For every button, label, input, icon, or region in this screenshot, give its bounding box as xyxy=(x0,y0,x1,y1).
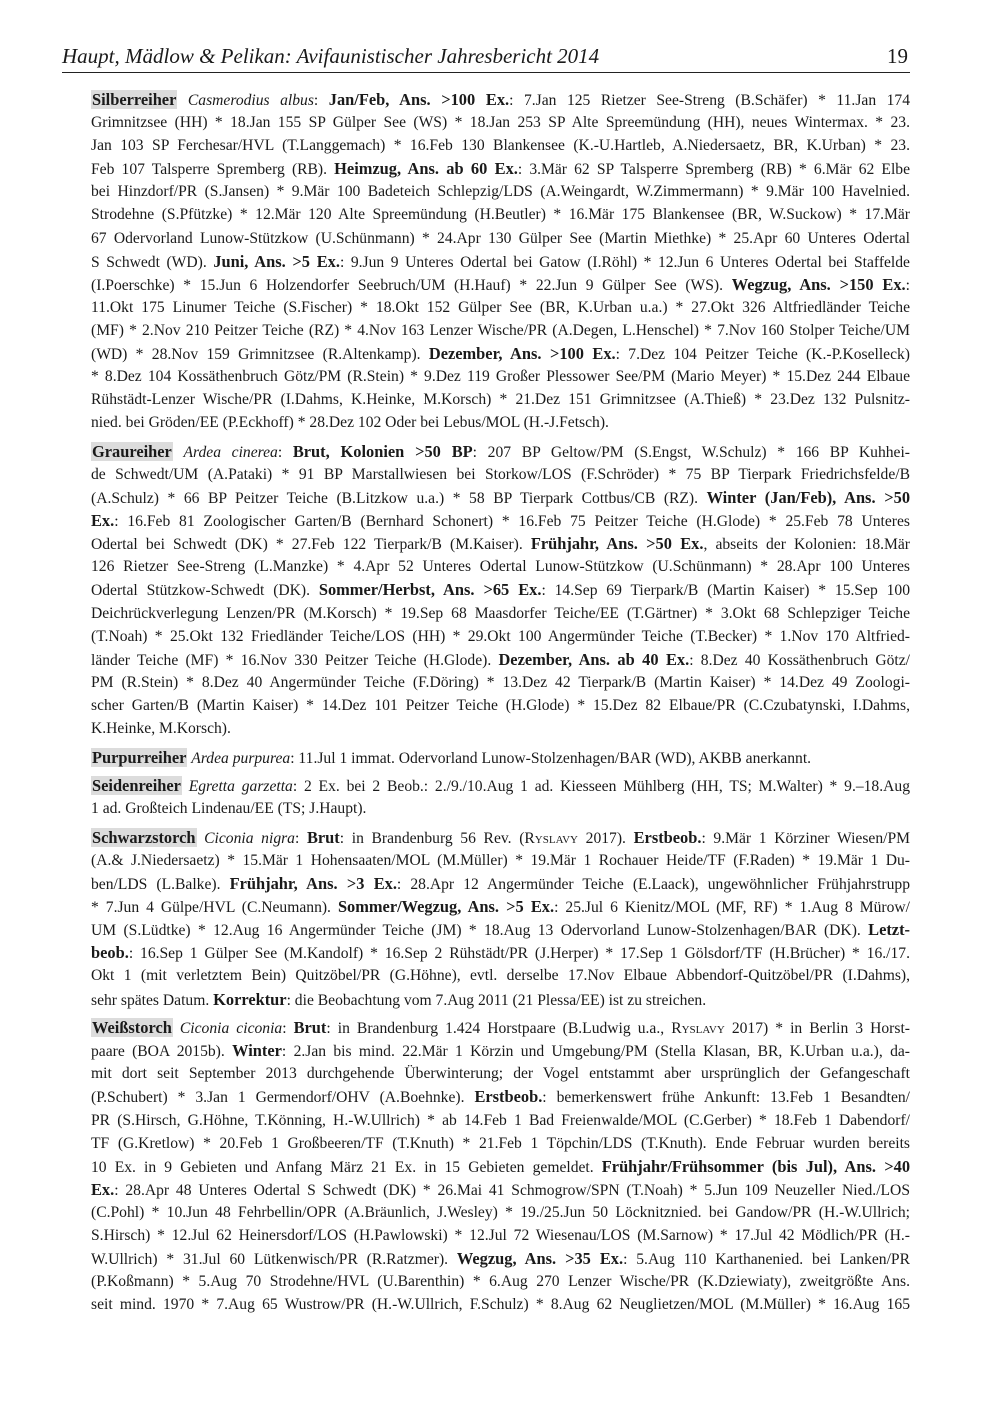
text-line xyxy=(91,388,910,411)
species-name: Graureiher xyxy=(92,441,172,461)
section-heading: Winter xyxy=(232,1041,282,1061)
text-line xyxy=(91,1270,910,1293)
scientific-name: Ciconia nigra xyxy=(204,829,295,847)
entry-text: Feb 107 Talsperre Spremberg (RB). xyxy=(91,161,335,179)
entry-text: : xyxy=(313,92,329,109)
text-line xyxy=(91,988,910,1011)
entry-text: de Schwedt/UM (A.Pataki) * 91 BP Marstallwiesen bei Storkow/LOS (F.Schröder) * 75 BP Tierpark Friedrichsfelde/B xyxy=(91,466,910,483)
text-line xyxy=(91,134,910,157)
text-line xyxy=(91,365,910,388)
section-heading: Juni, Ans. >5 Ex. xyxy=(213,251,340,271)
entry-text: PR (S.Hirsch, G.Höhne, T.Könning, H.-W.Ullrich) * ab 14.Feb 1 Bad Freienwalde/MOL (C.Gerber) * 18.Feb 1 Dabendorf/ xyxy=(91,1111,910,1129)
text-line xyxy=(91,918,910,941)
running-title: Haupt, Mädlow & Pelikan: Avifaunistischer Jahresbericht 2014 xyxy=(62,44,600,68)
species-name: Silberreiher xyxy=(92,90,177,109)
entry-text: mit dort seit September 2013 durchgehende Überwinterung; der Vogel entstammt aber ursprünglich der Gefangeschaft xyxy=(91,1065,910,1083)
entry-text: K.Heinke, M.Korsch). xyxy=(91,720,231,738)
entry-text xyxy=(197,830,205,847)
entry-text: (P.Schubert) * 3.Jan 1 Germendorf/OHV (A.Boehnke). xyxy=(91,1089,475,1107)
entry-text: * 7.Jun 4 Gülpe/HVL (C.Neumann). xyxy=(91,899,338,917)
section-heading: Letzt- xyxy=(868,920,910,940)
entry-text: : 14.Sep 69 Tierpark/B (Martin Kaiser) * 15.Sep 100 xyxy=(541,582,910,600)
text-line xyxy=(91,411,910,434)
entry-text: 1 ad. Großteich Lindenau/EE (TS; J.Haupt). xyxy=(91,800,367,818)
entry-text: (C.Pohl) * 10.Jun 48 Fehrbellin/OPR (A.Bräunlich, J.Wesley) * 19./25.Jun 50 Löcknitznied. bei Gandow/PR (H.-W.Ullrich; xyxy=(91,1203,910,1221)
text-line xyxy=(91,941,910,964)
text-line xyxy=(91,872,910,895)
scientific-name: Ardea purpurea xyxy=(191,749,291,767)
species-name: Purpurreiher xyxy=(92,747,187,767)
entry-text: nied. bei Gröden/EE (P.Eckhoff) * 28.Dez 102 Oder bei Lebus/MOL (H.-J.Fetsch). xyxy=(91,414,609,432)
entry-text: 11.Okt 175 Linumer Teiche (S.Fischer) * 18.Okt 152 Gülper See (BR, K.Urban u.a.) * 27.Okt 326 Altfriedländer Teiche xyxy=(91,298,910,316)
entry-text: (WD) * 28.Nov 159 Grimnitzsee (R.Altenkamp). xyxy=(91,346,429,364)
scientific-name: Ardea cinerea xyxy=(183,443,278,461)
text-line xyxy=(91,826,910,849)
text-line xyxy=(91,342,910,365)
entry-text: : xyxy=(294,829,307,847)
section-heading: Dezember, Ans. >100 Ex. xyxy=(428,344,616,364)
entry-text: ben/LDS (L.Balke). xyxy=(91,876,230,894)
text-line xyxy=(91,602,910,625)
running-header xyxy=(62,42,910,73)
entry-text: : in Brandenburg 56 Rev. ( xyxy=(339,829,525,847)
entry-text: 10 Ex. in 9 Gebieten und Anfang März 21 Ex. in 15 Gebieten gemeldet. xyxy=(91,1158,602,1176)
entry-text: Okt 1 (mit verletztem Bein) Quitzöbel/PR (G.Höhne), evtl. derselbe 17.Nov Elbaue Abbendorf-Quitzöbel/PR (I.Dahms), xyxy=(91,967,910,985)
entry-text: : 16.Feb 81 Zoologischer Garten/B (Bernhard Schonert) * 16.Feb 75 Peitzer Teiche (H.Glode) * 25.Feb 78 Unteres xyxy=(114,513,910,531)
text-line xyxy=(91,1085,910,1108)
text-line xyxy=(91,88,910,111)
section-heading: Dezember, Ans. ab 40 Ex. xyxy=(498,649,690,669)
section-heading: Frühjahr, Ans. >3 Ex. xyxy=(229,874,397,894)
text-line xyxy=(91,180,910,203)
entry-text xyxy=(173,1020,180,1037)
species-account xyxy=(91,1016,910,1316)
section-heading: Frühjahr/Frühsommer (bis Jul), Ans. >40 xyxy=(601,1156,911,1176)
text-line xyxy=(91,625,910,648)
entry-text: Deichrückverlegung Lenzen/PR (M.Korsch) * 19.Sep 68 Maasdorfer Teiche/EE (T.Gärtner) * 3.Okt 68 Schlepziger Teiche xyxy=(91,604,910,622)
text-line xyxy=(91,1178,910,1201)
entry-text: : 11.Jul 1 immat. Odervorland Lunow-Stolzenhagen/BAR (WD), AKBB anerkannt. xyxy=(290,749,812,767)
entry-text: (I.Poerschke) * 15.Jun 6 Holzendorfer Seebruch/UM (H.Hauf) * 22.Jun 9 Gülper See (WS). xyxy=(91,276,732,294)
section-heading: Winter (Jan/Feb), Ans. >50 xyxy=(706,488,911,508)
entry-text: (A.& J.Niedersaetz) * 15.Mär 1 Hohensaaten/MOL (M.Müller) * 19.Mär 1 Rochauer Heide/TF (F.Raden) * 19.Mär 1 Du- xyxy=(91,852,910,869)
text-line xyxy=(91,774,910,797)
author-citation: Ryslavy xyxy=(524,829,579,847)
species-account xyxy=(91,440,910,740)
section-heading: Brut, Kolonien >50 BP xyxy=(292,441,473,461)
text-line xyxy=(91,648,910,671)
text-line xyxy=(91,1224,910,1247)
entry-text: * 8.Dez 104 Kossäthenbruch Götz/PM (R.Stein) * 9.Dez 119 Großer Plessower See/PM (Mario Meyer) * 15.Dez 244 Elbaue xyxy=(91,368,910,386)
entry-text xyxy=(182,778,189,795)
entry-text: , abseits der Kolonien: 18.Mär xyxy=(703,536,910,554)
entry-text: länder Teiche (MF) * 16.Nov 330 Peitzer Teiche (H.Glode). xyxy=(91,651,499,669)
section-heading: Brut xyxy=(306,827,340,847)
section-heading: Wegzug, Ans. >150 Ex. xyxy=(731,274,906,294)
section-heading: Sommer/Herbst, Ans. >65 Ex. xyxy=(318,580,542,600)
entry-text: : xyxy=(905,276,910,294)
text-line xyxy=(91,319,910,342)
entry-text: Strodehne (S.Pfützke) * 12.Mär 120 Alte Spreemündung (H.Beutler) * 16.Mär 175 Blankensee (BR, W.Suckow) * 17.Mär xyxy=(91,206,910,224)
text-line xyxy=(91,1155,910,1178)
text-line xyxy=(91,797,910,820)
section-heading: Erstbeob. xyxy=(633,827,702,847)
text-line xyxy=(91,273,910,296)
entry-text: (T.Noah) * 25.Okt 132 Friedländer Teiche/LOS (HH) * 29.Okt 100 Angermünder Teiche (T.Becker) * 1.Nov 170 Altfried- xyxy=(91,627,910,645)
entry-text: : 3.Mär 62 SP Talsperre Spremberg (RB) * 6.Mär 62 Elbe xyxy=(517,161,910,179)
entry-text: 2017) * in Berlin 3 Horst- xyxy=(724,1020,910,1038)
text-line xyxy=(91,1039,910,1062)
entry-text: scher Garten/B (Martin Kaiser) * 14.Dez 101 Peitzer Teiche (H.Glode) * 15.Dez 82 Elbaue/PR (C.Czubatynski, I.Dahms, xyxy=(91,696,910,714)
entry-text: 2017). xyxy=(578,829,634,847)
entry-text: S.Hirsch) * 12.Jul 62 Heinersdorf/LOS (H.Pawlowski) * 12.Jul 72 Wiesenau/LOS (M.Sarnow) * 17.Jul 42 Mödlich/PR (H.- xyxy=(91,1227,910,1244)
section-heading: Wegzug, Ans. >35 Ex. xyxy=(456,1249,624,1269)
entry-text: (A.Schulz) * 66 BP Peitzer Teiche (B.Litzkow u.a.) * 58 BP Tierpark Cottbus/CB (RZ). xyxy=(91,490,707,508)
text-line xyxy=(91,463,910,486)
entry-text: Odertal bei Schwedt (DK) * 27.Feb 122 Tierpark/B (M.Kaiser). xyxy=(91,536,531,554)
entry-text: : 7.Dez 104 Peitzer Teiche (K.-P.Koselleck) xyxy=(615,346,910,364)
text-line xyxy=(91,227,910,250)
entry-text xyxy=(173,444,184,461)
entry-text: sehr spätes Datum. xyxy=(91,991,214,1009)
species-account xyxy=(91,746,910,769)
author-citation: Ryslavy xyxy=(671,1020,725,1038)
species-account xyxy=(91,88,910,434)
text-line xyxy=(91,157,910,180)
species-name: Seidenreiher xyxy=(92,776,181,796)
text-line xyxy=(91,849,910,872)
species-account xyxy=(91,774,910,820)
text-line xyxy=(91,746,910,769)
text-line xyxy=(91,1293,910,1316)
entry-text: TF (G.Kretlow) * 20.Feb 1 Großbeeren/TF (T.Knuth) * 21.Feb 1 Töpchin/LDS (T.Knuth). Ende Februar wurden bereits xyxy=(91,1134,910,1152)
entry-text xyxy=(177,92,188,109)
entry-text: : 28.Apr 48 Unteres Odertal S Schwedt (DK) * 26.Mai 41 Schmogrow/SPN (T.Noah) * 5.Jun 109 Neuzeller Nied./LOS xyxy=(114,1181,910,1199)
entry-text: : xyxy=(277,443,293,461)
text-line xyxy=(91,671,910,694)
section-heading: Heimzug, Ans. ab 60 Ex. xyxy=(334,159,518,179)
entry-text: : 9.Mär 1 Körziner Wiesen/PM xyxy=(701,829,910,847)
section-heading: Ex. xyxy=(91,1179,115,1199)
entry-text: paare (BOA 2015b). xyxy=(91,1043,233,1061)
text-line xyxy=(91,555,910,578)
scientific-name: Egretta garzetta xyxy=(188,778,293,796)
entry-text: Jan 103 SP Ferchesar/HVL (T.Langgemach) * 16.Feb 130 Blankensee (K.-U.Hartleb, A.Niedersaetz, BR, K.Urban) * 23. xyxy=(91,137,910,155)
section-heading: Frühjahr, Ans. >50 Ex. xyxy=(530,534,704,554)
entry-text: : bemerkenswert frühe Ankunft: 13.Feb 1 Besandten/ xyxy=(542,1089,910,1107)
entry-text: : 2.Jan bis mind. 22.Mär 1 Körzin und Umgebung/PM (Stella Klasan, BR, K.Urban u.a.), da- xyxy=(281,1043,910,1061)
text-line xyxy=(91,111,910,134)
text-line xyxy=(91,250,910,273)
species-account xyxy=(91,826,910,1011)
entry-text: : 25.Jul 6 Kienitz/MOL (MF, RF) * 1.Aug 8 Mürow/ xyxy=(554,899,911,917)
entry-text: seit mind. 1970 * 7.Aug 65 Wustrow/PR (H.-W.Ullrich, F.Schulz) * 8.Aug 62 Neuglietzen/MOL (M.Müller) * 16.Aug 165 xyxy=(91,1296,910,1314)
entry-text: UM (S.Lüdtke) * 12.Aug 16 Angermünder Teiche (JM) * 18.Aug 13 Odervorland Lunow-Stolzenhagen/BAR (DK). xyxy=(91,922,869,940)
species-name: Weißstorch xyxy=(92,1018,172,1038)
entry-text: S Schwedt (WD). xyxy=(91,253,214,271)
entry-text: : xyxy=(282,1020,294,1038)
entry-text: : in Brandenburg 1.424 Horstpaare (B.Ludwig u.a., xyxy=(326,1020,672,1038)
entry-text: (MF) * 2.Nov 210 Peitzer Teiche (RZ) * 4.Nov 163 Lenzer Wische/PR (A.Degen, L.Henschel) * 7.Nov 160 Stolper Teiche/UM xyxy=(91,321,910,339)
section-heading: Ex. xyxy=(91,511,115,531)
entry-text: Grimnitzsee (HH) * 18.Jan 155 SP Gülper See (WS) * 18.Jan 253 SP Alte Spreemündung (HH), neues Wintermax. * 23. xyxy=(91,114,910,132)
text-line xyxy=(91,964,910,987)
text-line xyxy=(91,1062,910,1085)
entry-text: 67 Odervorland Lunow-Stützkow (U.Schünmann) * 24.Apr 130 Gülper See (Martin Miethke) * 25.Apr 60 Unteres Odertal xyxy=(91,229,910,247)
section-heading: Brut xyxy=(293,1018,327,1038)
entry-text: W.Ullrich) * 31.Jul 60 Lütkenwisch/PR (R.Ratzmer). xyxy=(91,1251,457,1269)
species-name: Schwarzstorch xyxy=(92,827,196,847)
section-heading: Jan/Feb, Ans. >100 Ex. xyxy=(328,90,510,109)
text-line xyxy=(91,486,910,509)
entry-text: : 207 BP Geltow/PM (S.Engst, W.Schulz) * 166 BP Kuhhei- xyxy=(472,443,910,461)
entry-text: : 5.Aug 110 Karthanenied. bei Lanken/PR xyxy=(623,1251,910,1269)
entry-text: PM (R.Stein) * 8.Dez 40 Angermünder Teiche (F.Döring) * 13.Dez 42 Tierpark/B (Martin Kaiser) * 14.Dez 49 Zoologi- xyxy=(91,673,910,691)
section-heading: beob. xyxy=(91,943,129,963)
page-number: 19 xyxy=(887,44,908,68)
entry-text: : 2 Ex. bei 2 Beob.: 2./9./10.Aug 1 ad. Kiesseen Mühlberg (HH, TS; M.Walter) * 9.–18.Aug xyxy=(292,778,910,796)
text-line xyxy=(91,440,910,463)
entry-text: Odertal Stützkow-Schwedt (DK). xyxy=(91,582,319,600)
entry-text: 126 Rietzer See-Streng (L.Manzke) * 4.Apr 52 Unteres Odertal Lunow-Stützkow (U.Schünmann) * 28.Apr 100 Unteres xyxy=(91,558,910,576)
section-heading: Korrektur xyxy=(213,989,287,1009)
entry-text: : 16.Sep 1 Gülper See (M.Kandolf) * 16.Sep 2 Rühstädt/PR (J.Herper) * 17.Sep 1 Gölsdorf/TF (H.Brücher) * 16./17. xyxy=(128,945,910,963)
entry-text: : die Beobachtung vom 7.Aug 2011 (21 Plessa/EE) ist zu streichen. xyxy=(286,991,707,1009)
section-heading: Sommer/Wegzug, Ans. >5 Ex. xyxy=(337,897,555,917)
text-line xyxy=(91,1247,910,1270)
entry-text: : 7.Jan 125 Rietzer See-Streng (B.Schäfer) * 11.Jan 174 xyxy=(509,92,911,109)
entry-text: : 28.Apr 12 Angermünder Teiche (E.Laack), ungewöhnlicher Frühjahrstrupp xyxy=(396,876,910,894)
text-line xyxy=(91,203,910,226)
report-body xyxy=(91,88,910,1322)
entry-text: : 8.Dez 40 Kossäthenbruch Götz/ xyxy=(689,651,911,669)
text-line xyxy=(91,509,910,532)
entry-text: : 9.Jun 9 Unteres Odertal bei Gatow (I.Röhl) * 12.Jun 6 Unteres Odertal bei Staffelde xyxy=(339,253,910,271)
text-line xyxy=(91,1109,910,1132)
text-line xyxy=(91,717,910,740)
text-line xyxy=(91,1201,910,1224)
text-line xyxy=(91,296,910,319)
scientific-name: Casmerodius albus xyxy=(187,92,314,109)
text-line xyxy=(91,532,910,555)
section-heading: Erstbeob. xyxy=(474,1087,543,1107)
text-line xyxy=(91,895,910,918)
scientific-name: Ciconia ciconia xyxy=(179,1020,283,1038)
entry-text: Rühstädt-Lenzer Wische/PR (I.Dahms, K.Heinke, M.Korsch) * 21.Dez 151 Grimnitzsee (A.Thieß) * 23.Dez 132 Pulsnitz- xyxy=(91,391,910,409)
text-line xyxy=(91,1132,910,1155)
entry-text: bei Hinzdorf/PR (S.Jansen) * 9.Mär 100 Badeteich Schlepzig/LDS (A.Weingardt, W.Zimmermann) * 9.Mär 100 Havelnied. xyxy=(91,183,910,201)
text-line xyxy=(91,578,910,601)
text-line xyxy=(91,694,910,717)
entry-text: (P.Koßmann) * 5.Aug 70 Strodehne/HVL (U.Barenthin) * 6.Aug 270 Lenzer Wische/PR (K.Dziewiaty), zweitgrößte Ans. xyxy=(91,1273,910,1291)
text-line xyxy=(91,1016,910,1039)
